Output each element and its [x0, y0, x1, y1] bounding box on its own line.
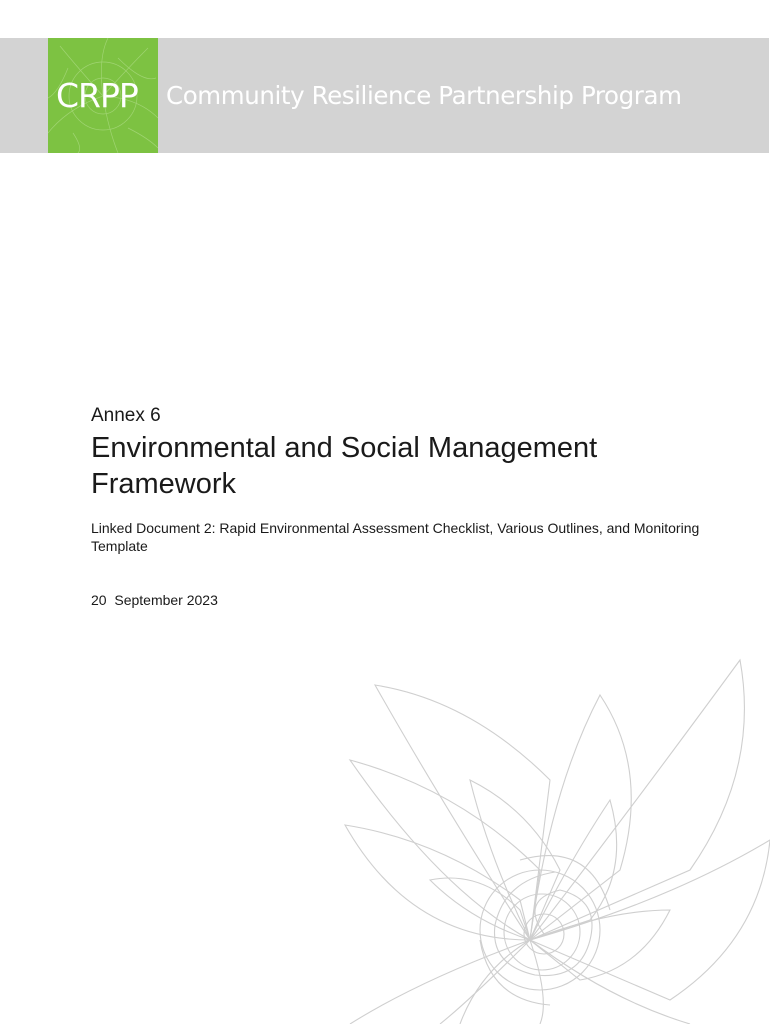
document-title: Environmental and Social Management Framework [91, 432, 598, 500]
spiral-flower-watermark-icon [290, 640, 770, 1024]
program-name: Community Resilience Partnership Program [166, 81, 682, 110]
annex-label: Annex 6 [91, 405, 161, 426]
logo-text: CRPP [56, 76, 138, 115]
document-date: 20 September 2023 [91, 592, 218, 608]
document-subtitle: Linked Document 2: Rapid Environmental Assessment Checklist, Various Outlines, and Monitoring Template [91, 520, 700, 554]
